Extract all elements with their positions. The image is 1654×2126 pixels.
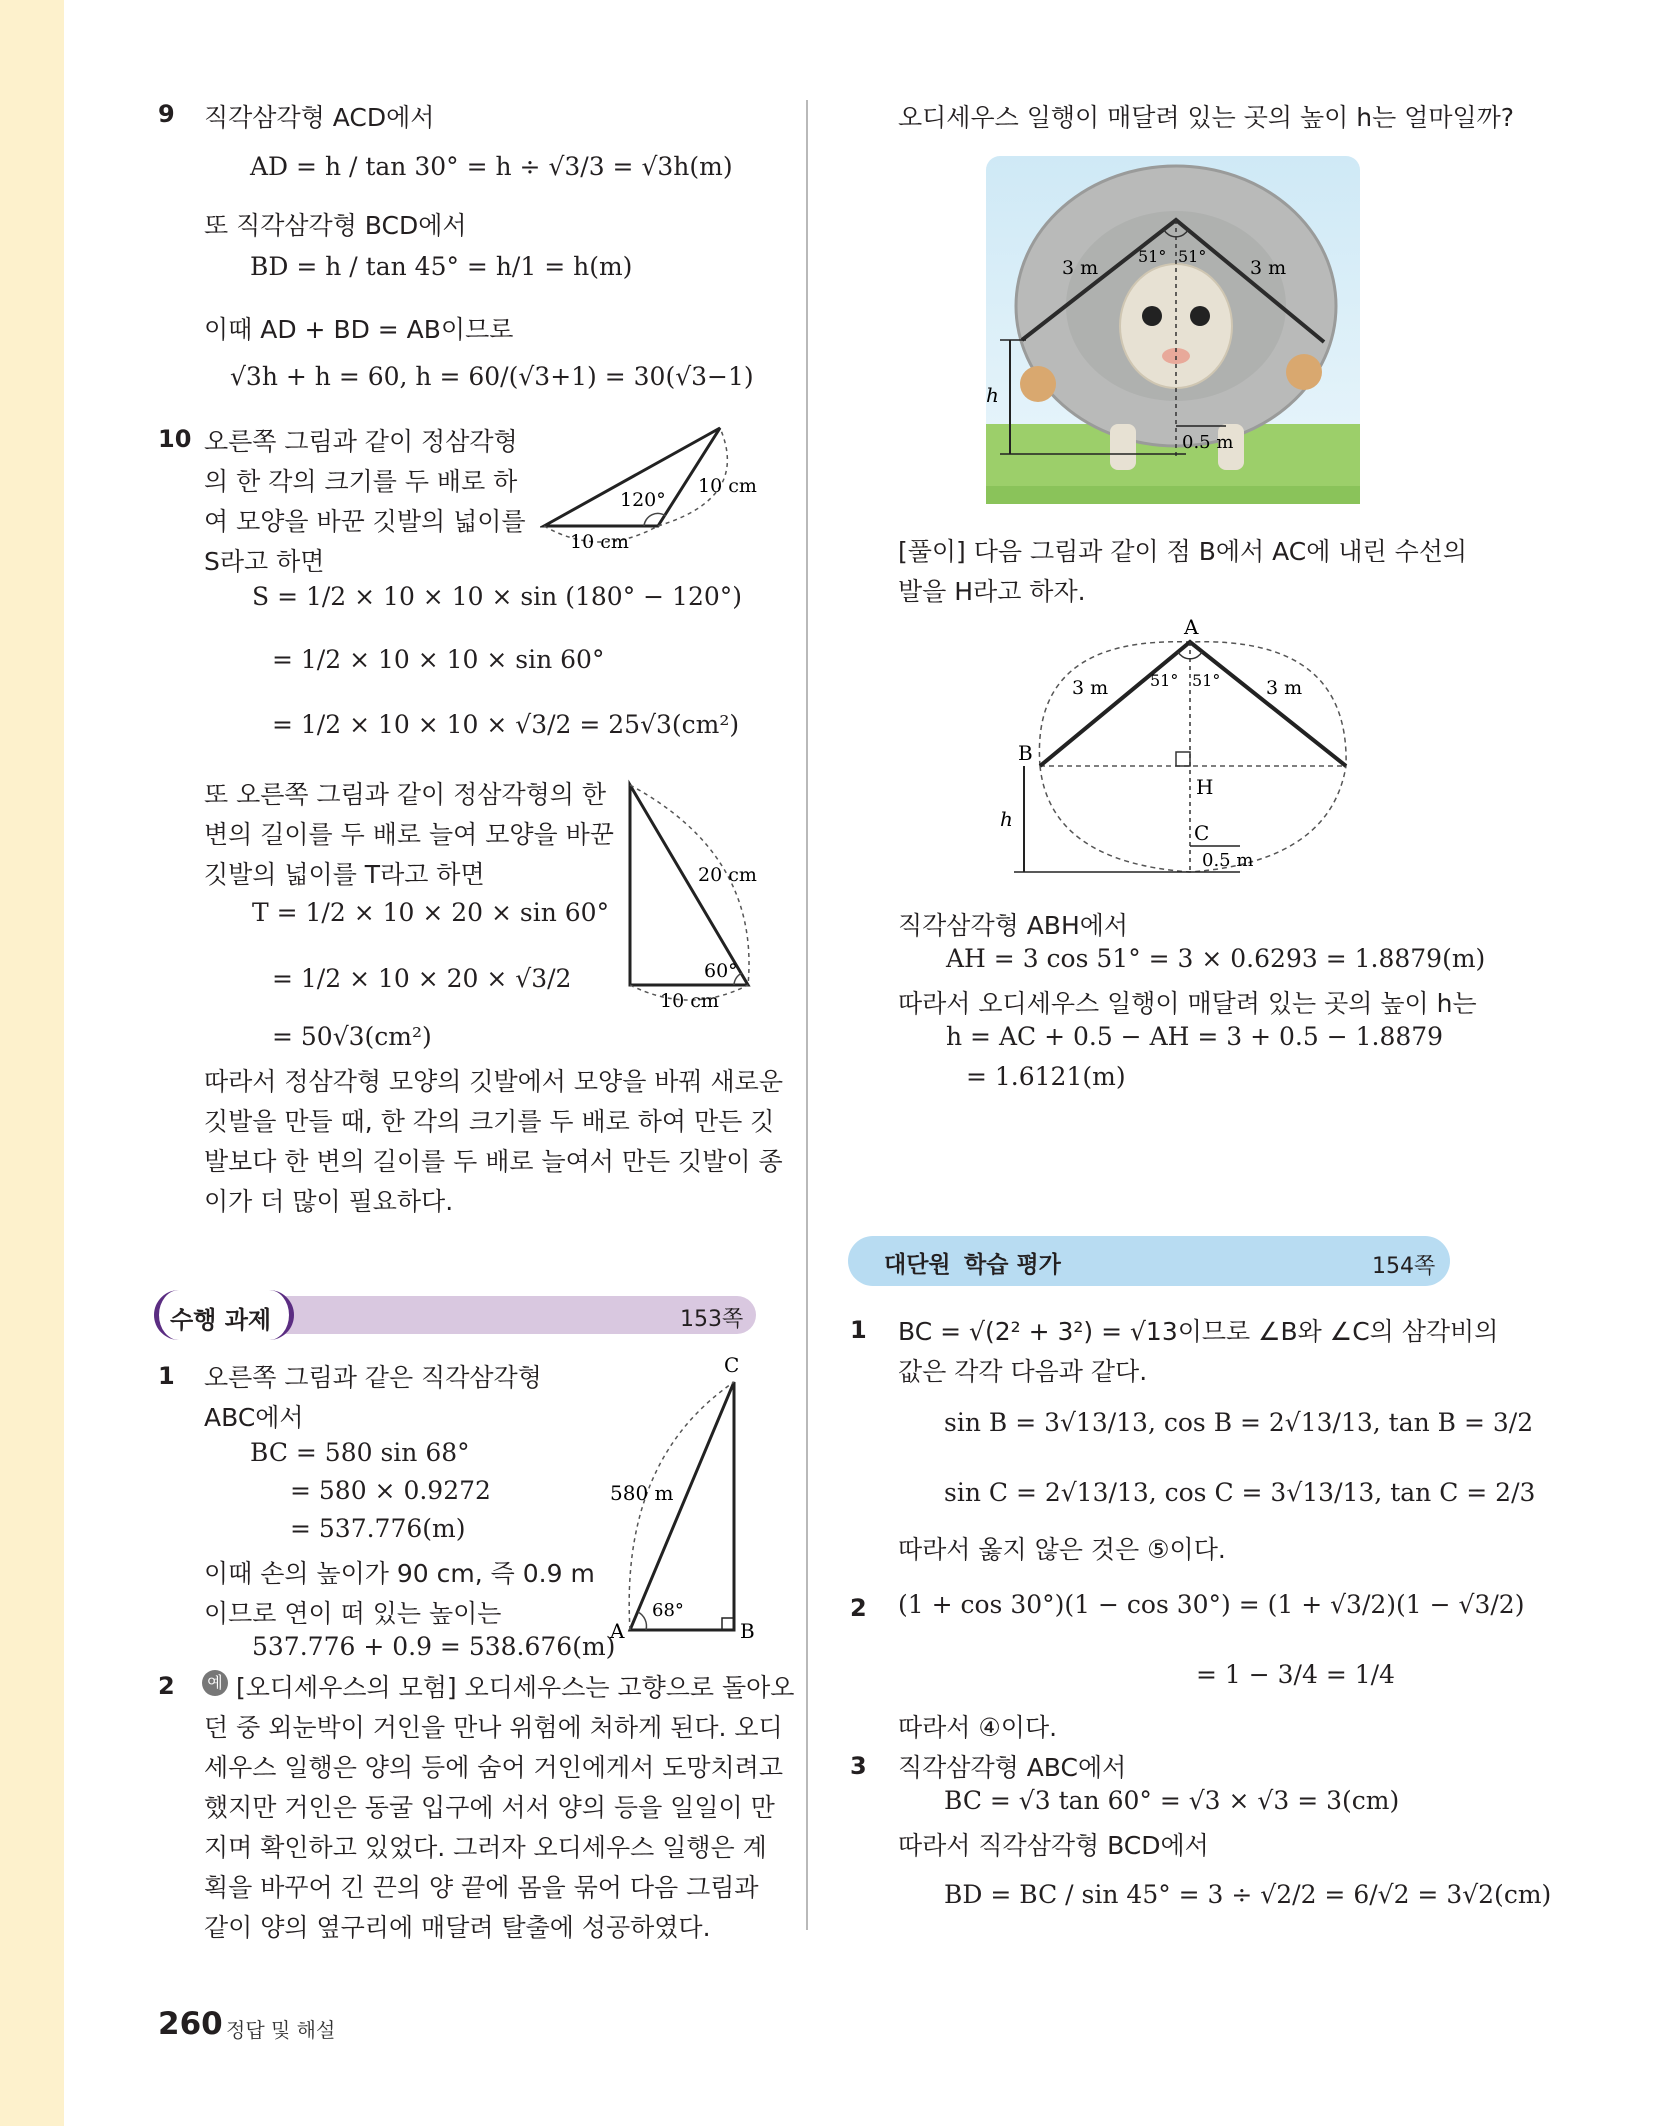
flag-figure-60 (620, 775, 770, 1015)
diagram-side-left: 3 m (1072, 677, 1109, 699)
kite-angle: 68° (652, 1600, 684, 1621)
p1-line-7: 이므로 연이 떠 있는 높이는 (204, 1599, 502, 1628)
section-title-review-a: 대단원 (884, 1252, 951, 1278)
kite-triangle (630, 1382, 734, 1630)
q9-line-2: AD = h / tan 30° = h ÷ √3/3 = √3h(m) (250, 152, 733, 181)
solution-intro-1: [풀이] 다음 그림과 같이 점 B에서 AC에 내린 수선의 (898, 537, 1468, 566)
p1-line-4: = 580 × 0.9272 (290, 1476, 491, 1505)
margin-strip (0, 0, 64, 2126)
diagram-vertex-b: B (1018, 741, 1033, 765)
q9-line-1: 직각삼각형 ACD에서 (204, 103, 435, 132)
q10-conclusion-3: 발보다 한 변의 길이를 두 배로 늘여서 만든 깃발이 종 (204, 1147, 783, 1176)
assignment-2-number: 2 (158, 1672, 175, 1700)
e1-line-5: 따라서 옳지 않은 것은 ⑤이다. (898, 1535, 1226, 1564)
q10-intro-1: 오른쪽 그림과 같이 정삼각형 (204, 427, 518, 456)
p1-line-2: ABC에서 (204, 1403, 304, 1432)
solution-intro-2: 발을 H라고 하자. (898, 577, 1086, 606)
solution-line-1: 직각삼각형 ABH에서 (898, 911, 1129, 940)
e3-line-3: 따라서 직각삼각형 BCD에서 (898, 1831, 1209, 1860)
diagram-vertex-a: A (1184, 616, 1199, 639)
illus-ground: 0.5 m (1182, 432, 1234, 453)
fig2-angle: 60° (704, 960, 738, 982)
q10-s-line-1: S = 1/2 × 10 × 10 × sin (180° − 120°) (252, 582, 743, 611)
kite-vertex-a: A (610, 1619, 625, 1643)
solution-line-3: 따라서 오디세우스 일행이 매달려 있는 곳의 높이 h는 (898, 989, 1477, 1018)
p1-line-8: 537.776 + 0.9 = 538.676(m) (252, 1632, 616, 1661)
review-2-number: 2 (850, 1594, 867, 1622)
p2-line-7: 같이 양의 옆구리에 매달려 탈출에 성공하였다. (204, 1913, 711, 1942)
review-1-number: 1 (850, 1316, 867, 1344)
problem-9-number: 9 (158, 100, 175, 128)
solution-line-5: = 1.6121(m) (966, 1062, 1126, 1091)
e1-line-1: BC = √(2² + 3²) = √13이므로 ∠B와 ∠C의 삼각비의 (898, 1317, 1499, 1346)
illus-angle-left: 51° (1138, 247, 1167, 266)
flag-triangle-120 (544, 428, 720, 526)
geometry-diagram (990, 616, 1370, 896)
p1-line-1: 오른쪽 그림과 같은 직각삼각형 (204, 1363, 542, 1392)
q10-s-line-3: = 1/2 × 10 × 10 × √3/2 = 25√3(cm²) (272, 710, 740, 739)
diagram-vertex-h: H (1196, 775, 1214, 799)
q10-t-intro-1: 또 오른쪽 그림과 같이 정삼각형의 한 (204, 780, 606, 809)
e3-line-4: BD = BC / sin 45° = 3 ÷ √2/2 = 6/√2 = 3√2(cm) (944, 1880, 1552, 1909)
p1-line-3: BC = 580 sin 68° (250, 1438, 470, 1467)
example-badge: 예 (202, 1670, 228, 1696)
e1-line-3: sin B = 3√13/13, cos B = 2√13/13, tan B = 3/2 (944, 1408, 1534, 1437)
kite-vertex-b: B (740, 1619, 755, 1643)
q9-line-4: BD = h / tan 45° = h/1 = h(m) (250, 252, 633, 281)
sheep-illustration (986, 156, 1360, 504)
kite-side: 580 m (610, 1481, 674, 1505)
p1-line-6: 이때 손의 높이가 90 cm, 즉 0.9 m (204, 1559, 595, 1588)
illus-angle-right: 51° (1178, 247, 1207, 266)
q10-conclusion-4: 이가 더 많이 필요하다. (204, 1187, 454, 1216)
review-3-number: 3 (850, 1752, 867, 1780)
p2-line-4: 했지만 거인은 동굴 입구에 서서 양의 등을 일일이 만 (204, 1793, 775, 1822)
fig2-bottom-side: 10 cm (660, 990, 719, 1012)
hero-right (1286, 354, 1322, 390)
q9-line-5: 이때 AD + BD = AB이므로 (204, 315, 514, 344)
q10-t-line-3: = 50√3(cm²) (272, 1022, 432, 1051)
diagram-side-right: 3 m (1266, 677, 1303, 699)
illus-h: h (986, 383, 999, 407)
e3-line-2: BC = √3 tan 60° = √3 × √3 = 3(cm) (944, 1786, 1400, 1815)
fig1-right-side: 10 cm (698, 475, 757, 497)
p2-line-1: [오디세우스의 모험] 오디세우스는 고향으로 돌아오 (236, 1673, 795, 1702)
sheep-question: 오디세우스 일행이 매달려 있는 곳의 높이 h는 얼마일까? (898, 103, 1515, 132)
solution-line-2: AH = 3 cos 51° = 3 × 0.6293 = 1.8879(m) (946, 944, 1486, 973)
e1-line-4: sin C = 2√13/13, cos C = 3√13/13, tan C = 2/3 (944, 1478, 1536, 1507)
illus-side-right: 3 m (1250, 257, 1287, 279)
illus-side-left: 3 m (1062, 257, 1099, 279)
q10-t-line-2: = 1/2 × 10 × 20 × √3/2 (272, 964, 572, 993)
kite-vertex-c: C (724, 1353, 740, 1377)
e2-line-2: = 1 − 3/4 = 1/4 (1196, 1660, 1395, 1689)
q10-t-intro-3: 깃발의 넓이를 T라고 하면 (204, 860, 485, 889)
q10-conclusion-1: 따라서 정삼각형 모양의 깃발에서 모양을 바꿔 새로운 (204, 1067, 783, 1096)
e3-line-1: 직각삼각형 ABC에서 (898, 1753, 1127, 1782)
p2-line-3: 세우스 일행은 양의 등에 숨어 거인에게서 도망치려고 (204, 1753, 783, 1782)
e2-line-1: (1 + cos 30°)(1 − cos 30°) = (1 + √3/2)(1 − √3/2) (898, 1590, 1525, 1619)
p2-line-5: 지며 확인하고 있었다. 그러자 오디세우스 일행은 계 (204, 1833, 767, 1862)
q10-s-line-2: = 1/2 × 10 × 10 × sin 60° (272, 645, 605, 674)
page-number: 260 (158, 2006, 223, 2042)
section-page-153: 153쪽 (680, 1307, 744, 1332)
assignment-1-number: 1 (158, 1362, 175, 1390)
q10-t-intro-2: 변의 길이를 두 배로 늘여 모양을 바꾼 (204, 820, 614, 849)
q10-intro-3: 여 모양을 바꾼 깃발의 넓이를 (204, 507, 526, 536)
q10-intro-2: 의 한 각의 크기를 두 배로 하 (204, 467, 518, 496)
footer-label: 정답 및 해설 (226, 2018, 336, 2042)
diagram-angle-left: 51° (1150, 671, 1179, 690)
q9-line-3: 또 직각삼각형 BCD에서 (204, 211, 467, 240)
kite-figure (600, 1350, 770, 1650)
column-divider (806, 100, 808, 1930)
section-title-assignment: 수행 과제 (170, 1306, 272, 1334)
diagram-h: h (1000, 807, 1013, 831)
fig2-long-side: 20 cm (698, 864, 757, 886)
fig1-angle: 120° (620, 489, 666, 511)
fig1-bottom-side: 10 cm (570, 531, 629, 548)
hero-left (1020, 366, 1056, 402)
q10-t-line-1: T = 1/2 × 10 × 20 × sin 60° (252, 898, 610, 927)
q10-conclusion-2: 깃발을 만들 때, 한 각의 크기를 두 배로 하여 만든 깃 (204, 1107, 775, 1136)
p2-line-2: 던 중 외눈박이 거인을 만나 위험에 처하게 된다. 오디 (204, 1713, 783, 1742)
diagram-angle-right: 51° (1192, 671, 1221, 690)
flag-figure-120 (540, 418, 780, 548)
e2-line-3: 따라서 ④이다. (898, 1713, 1058, 1742)
q9-line-6: √3h + h = 60, h = 60/(√3+1) = 30(√3−1) (230, 362, 754, 391)
e1-line-2: 값은 각각 다음과 같다. (898, 1357, 1148, 1386)
problem-10-number: 10 (158, 425, 192, 453)
diagram-vertex-c: C (1194, 821, 1210, 845)
p2-line-6: 획을 바꾸어 긴 끈의 양 끝에 몸을 묶어 다음 그림과 (204, 1873, 759, 1902)
section-title-review-b: 학습 평가 (964, 1252, 1061, 1278)
diagram-ground: 0.5 m (1202, 850, 1254, 871)
p1-line-5: = 537.776(m) (290, 1514, 466, 1543)
section-page-154: 154쪽 (1372, 1254, 1436, 1279)
solution-line-4: h = AC + 0.5 − AH = 3 + 0.5 − 1.8879 (946, 1022, 1444, 1051)
q10-intro-4: S라고 하면 (204, 547, 325, 576)
